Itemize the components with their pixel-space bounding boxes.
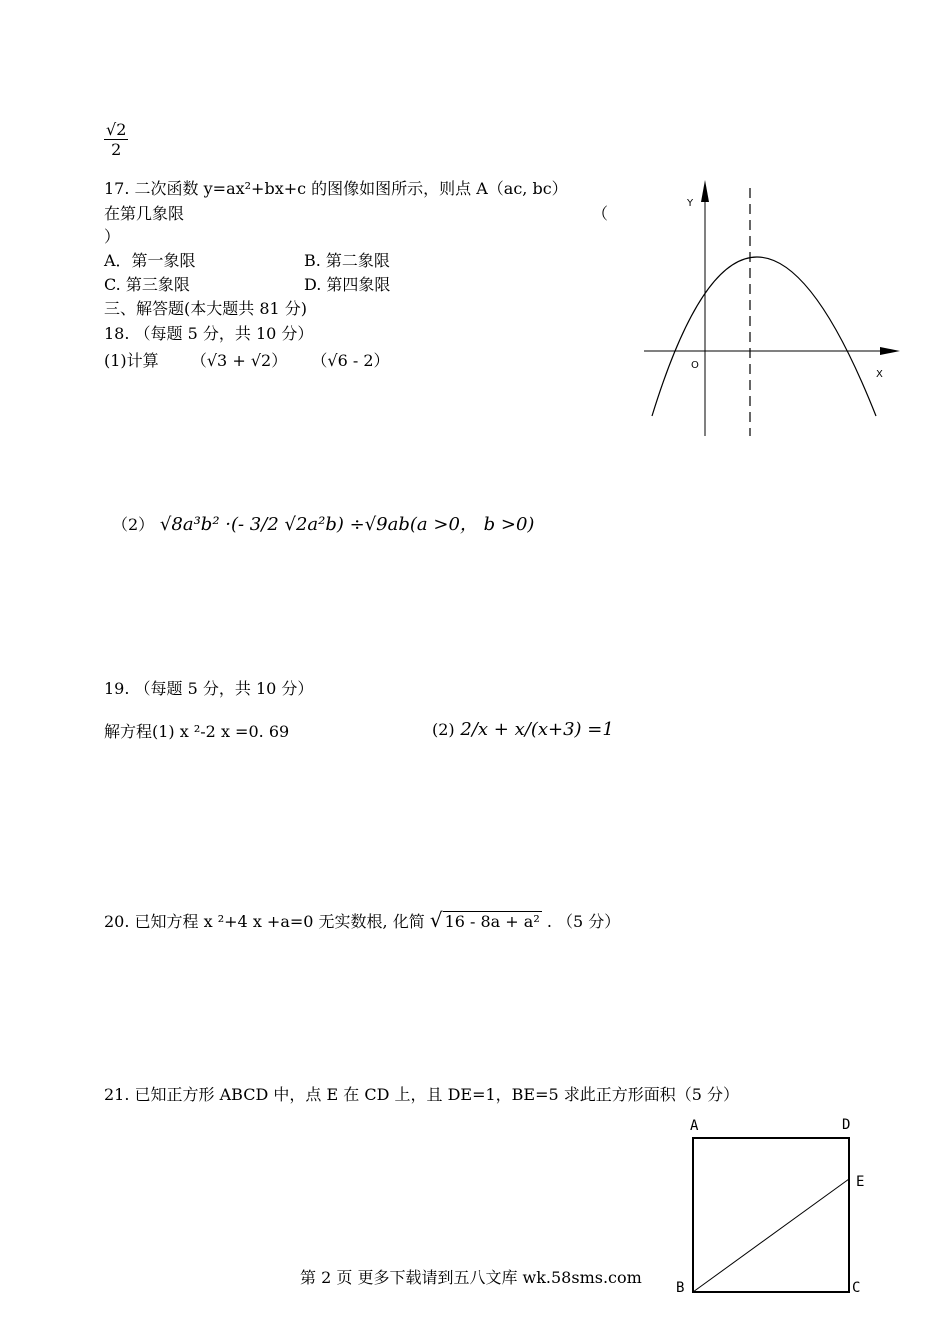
q18-part2-expr: √8a³b² ·(- 3/2 √2a²b) ÷√9ab(a >0， b >0) xyxy=(159,514,535,535)
point-e-label: E xyxy=(856,1174,865,1190)
q18-part1 xyxy=(104,348,390,371)
vertex-b-label: B xyxy=(676,1280,685,1296)
q19-part2-expr: 2/x + x/(x+3) =1 xyxy=(460,719,614,740)
q17-line2: 在第几象限 xyxy=(104,204,185,223)
q20-suffix: . （5 分） xyxy=(546,912,621,931)
q19-part2 xyxy=(432,719,614,740)
q18-part2 xyxy=(112,510,534,536)
section-3-heading: 三、解答题(本大题共 81 分) xyxy=(104,299,308,318)
x-axis-arrow xyxy=(880,347,900,355)
q17-paren-close: ） xyxy=(104,227,121,246)
vertex-c-label: C xyxy=(852,1280,861,1296)
q18-part1-label: (1)计算 xyxy=(104,351,159,370)
segment-be xyxy=(693,1179,849,1292)
q18-part1-expr2: （√6 - 2） xyxy=(311,351,390,370)
q17-line1: 17. 二次函数 y=ax²+bx+c 的图像如图所示，则点 A（ac, bc） xyxy=(104,179,568,198)
origin-label: O xyxy=(691,360,699,371)
vertex-d-label: D xyxy=(842,1117,851,1133)
x-axis-label: X xyxy=(876,369,883,380)
square-figure xyxy=(672,1112,872,1302)
page-footer: 第 2 页 更多下载请到五八文库 wk.58sms.com xyxy=(300,1268,642,1287)
q21-text: 21. 已知正方形 ABCD 中，点 E 在 CD 上，且 DE=1，BE=5 求此正方形面积（5 分） xyxy=(104,1085,740,1104)
parabola-curve xyxy=(652,257,876,416)
q17-paren-open: （ xyxy=(592,204,609,223)
y-axis-label: Y xyxy=(687,198,694,209)
q17-option-b: B. 第二象限 xyxy=(304,251,390,270)
q18-part2-label: （2） xyxy=(112,515,155,534)
q20-radicand: 16 - 8a + a² xyxy=(444,912,540,931)
sqrt-symbol: √ xyxy=(429,908,443,932)
q17-option-a: A．第一象限 xyxy=(104,251,196,270)
q19-part2-label: (2) xyxy=(432,720,455,739)
q19-header: 19. （每题 5 分，共 10 分） xyxy=(104,679,314,698)
parabola-graph xyxy=(640,178,910,440)
q18-part1-expr1: （√3 + √2） xyxy=(190,351,288,370)
top-fraction-denominator: 2 xyxy=(111,140,122,159)
top-fraction xyxy=(104,120,128,159)
q18-header: 18. （每题 5 分，共 10 分） xyxy=(104,324,314,343)
square-abcd xyxy=(693,1138,849,1292)
q20-text: 20. 已知方程 x ²+4 x +a=0 无实数根, 化简 xyxy=(104,912,425,931)
q17-option-d: D. 第四象限 xyxy=(304,275,391,294)
top-fraction-numerator: √2 xyxy=(106,120,127,139)
q20 xyxy=(104,908,620,932)
q17-option-c: C. 第三象限 xyxy=(104,275,190,294)
vertex-a-label: A xyxy=(690,1118,699,1134)
q19-part1: 解方程(1) x ²-2 x =0. 69 xyxy=(104,722,290,741)
y-axis-arrow xyxy=(701,180,709,202)
